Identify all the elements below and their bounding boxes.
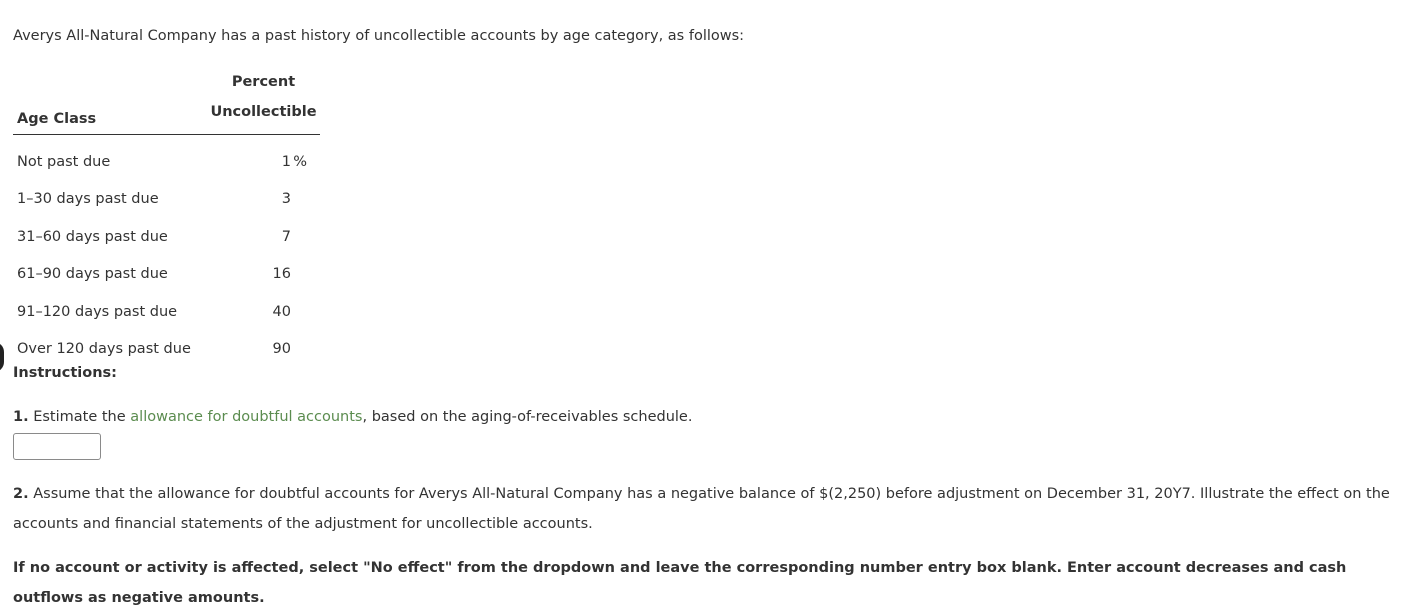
table-row (13, 181, 320, 219)
intro-text: Averys All-Natural Company has a past history of uncollectible accounts by age category, as follows: (13, 28, 745, 44)
age-class-cell: 61–90 days past due (17, 266, 168, 283)
percent-cell (207, 135, 320, 181)
percent-cell (207, 218, 320, 256)
percent-cell (207, 181, 320, 219)
percent-value: 40 (272, 303, 291, 320)
question-1-text-after: , based on the aging-of-receivables schedule. (362, 409, 693, 425)
table-row (13, 331, 320, 369)
percent-value: 1 (281, 153, 291, 170)
aging-table (13, 67, 320, 368)
percent-sign: % (293, 153, 307, 170)
question-2-text: Assume that the allowance for doubtful accounts for Averys All-Natural Company has a negative balance of $(2,250) before adjustment on December 31, 20Y7. Illustrate the effect on the accounts and financial statements of the adjustment for uncollectible accounts. (13, 486, 1390, 532)
question-1-text-before: Estimate the (28, 409, 131, 425)
age-class-cell: Over 120 days past due (17, 341, 191, 358)
percent-value: 90 (272, 341, 291, 358)
table-header-row (13, 67, 320, 135)
instructions-heading: Instructions: (13, 365, 117, 381)
table-row (13, 256, 320, 294)
instruction-note: If no account or activity is affected, select "No effect" from the dropdown and leave the corresponding number entry box blank. Enter account decreases and cash outflows as negative amounts. (13, 560, 1347, 606)
table-row (13, 135, 320, 181)
percent-value: 3 (281, 191, 291, 208)
allowance-answer-input[interactable] (13, 433, 101, 460)
question-2 (13, 479, 1408, 539)
age-class-cell: 91–120 days past due (17, 303, 178, 320)
percent-cell (207, 256, 320, 294)
table-row (13, 218, 320, 256)
age-class-cell: Not past due (17, 153, 111, 170)
percent-cell (207, 331, 320, 369)
header-percent-uncollectible (207, 67, 320, 135)
question-1 (13, 409, 692, 425)
percent-value: 7 (281, 228, 291, 245)
question-2-number: 2. (13, 486, 29, 502)
age-class-cell: 31–60 days past due (17, 228, 168, 245)
header-percent-line2: Uncollectible (210, 104, 317, 120)
header-age-class: Age Class (13, 67, 207, 135)
age-class-cell: 1–30 days past due (17, 191, 159, 208)
percent-value: 16 (272, 266, 291, 283)
scroll-marker (0, 342, 4, 372)
glossary-link-allowance[interactable]: allowance for doubtful accounts (130, 409, 363, 425)
percent-cell (207, 293, 320, 331)
question-1-number: 1. (13, 409, 29, 425)
header-percent-line1: Percent (231, 74, 296, 90)
table-row (13, 293, 320, 331)
